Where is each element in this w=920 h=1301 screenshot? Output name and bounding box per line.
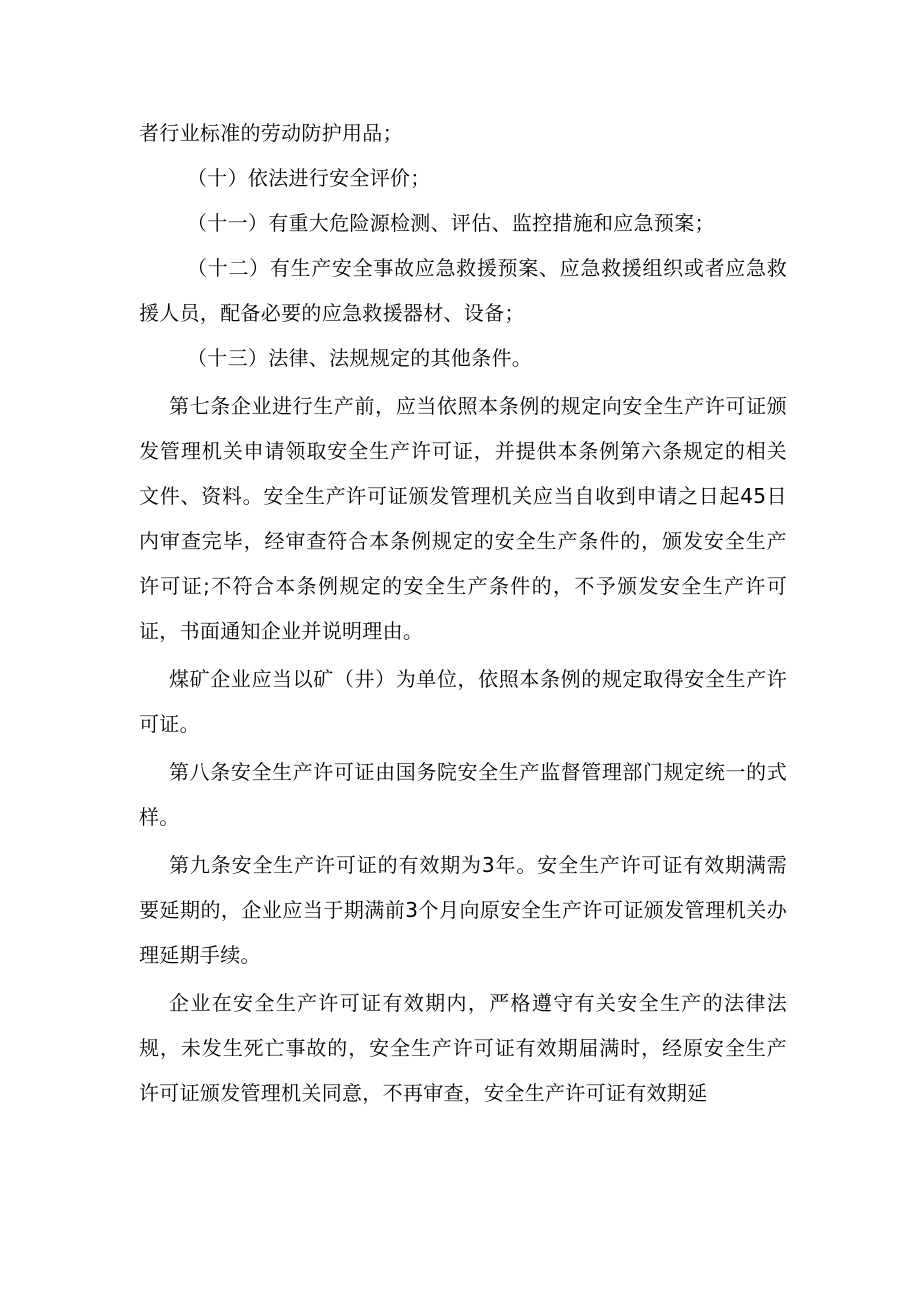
- paragraph-validity-extension: 企业在安全生产许可证有效期内，严格遵守有关安全生产的法律法规，未发生死亡事故的，安全生产许可证有效期届满时，经原安全生产许可证颁发管理机关同意，不再审查，安全生产许可证有效期延: [139, 991, 787, 1105]
- paragraph-item-11: （十一）有重大危险源检测、评估、监控措施和应急预案；: [187, 211, 715, 235]
- paragraph-item-12: （十二）有生产安全事故应急救援预案、应急救援组织或者应急救援人员，配备必要的应急救援器材、设备；: [139, 256, 787, 325]
- paragraph-item-10: （十）依法进行安全评价；: [187, 166, 431, 190]
- paragraph-protective-equipment-continued: 者行业标准的劳动防护用品；: [139, 121, 403, 145]
- paragraph-article-8: 第八条安全生产许可证由国务院安全生产监督管理部门规定统一的式样。: [139, 760, 787, 829]
- paragraph-article-9: 第九条安全生产许可证的有效期为3年。安全生产许可证有效期满需要延期的，企业应当于期满前3个月向原安全生产许可证颁发管理机关办理延期手续。: [139, 853, 787, 967]
- paragraph-article-7: 第七条企业进行生产前，应当依照本条例的规定向安全生产许可证颁发管理机关申请领取安全生产许可证，并提供本条例第六条规定的相关文件、资料。安全生产许可证颁发管理机关应当自收到申请之日起45日内审查完毕，经审查符合本条例规定的安全生产条件的，颁发安全生产许可证;不符合本条例规定的安全生产条件的，不予颁发安全生产许可证，书面通知企业并说明理由。: [139, 394, 787, 643]
- paragraph-coal-mine: 煤矿企业应当以矿（井）为单位，依照本条例的规定取得安全生产许可证。: [139, 667, 787, 736]
- paragraph-item-13: （十三）法律、法规规定的其他条件。: [187, 346, 533, 370]
- document-body: [139, 111, 787, 1116]
